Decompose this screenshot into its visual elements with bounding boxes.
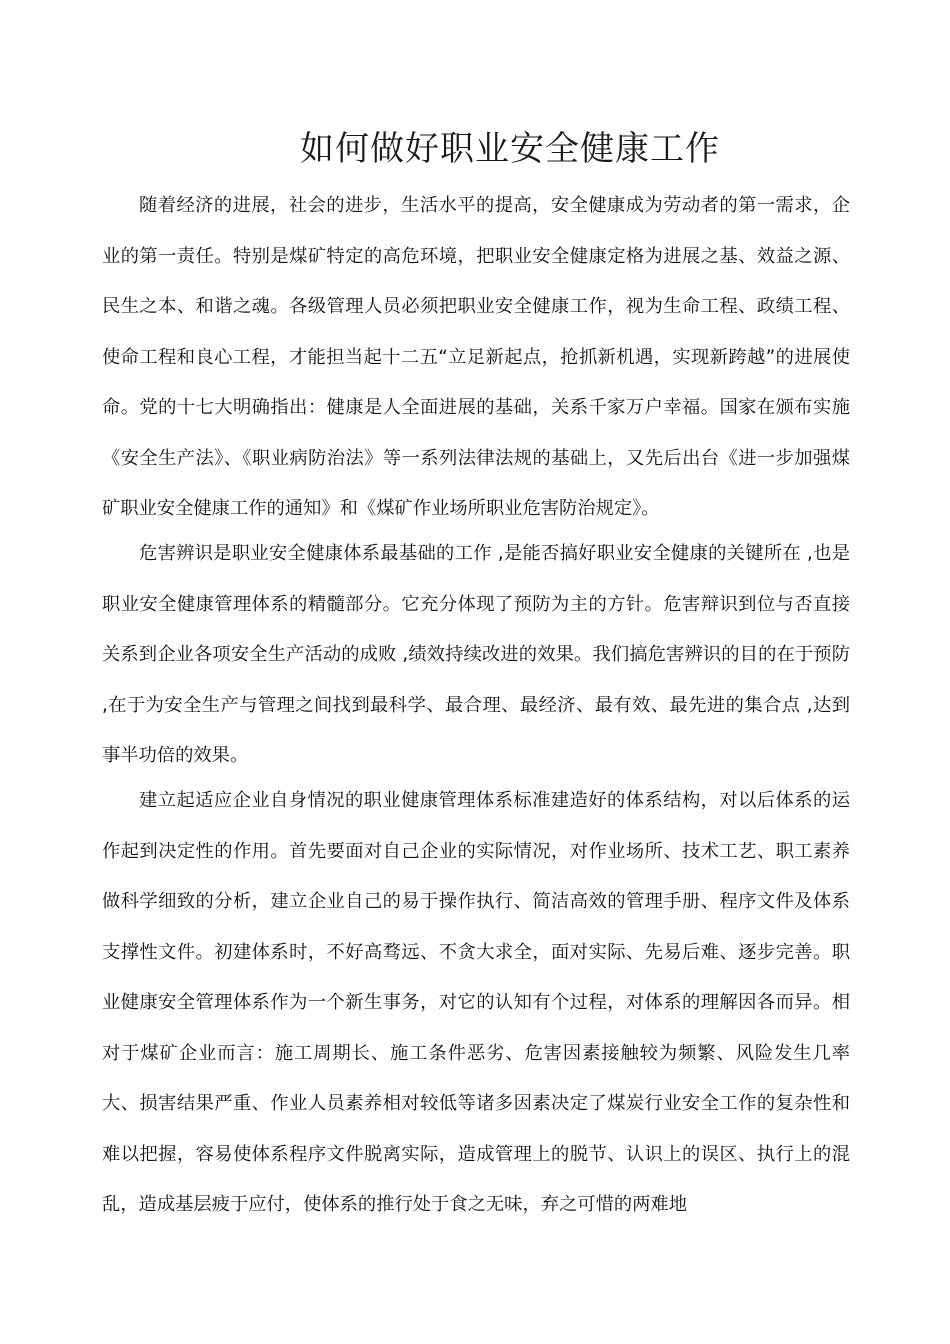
document-body-2 <box>102 529 850 782</box>
document-body-3 <box>102 776 850 1231</box>
paragraph-1: 随着经济的进展，社会的进步，生活水平的提高，安全健康成为劳动者的第一需求，企业的第一责任。特别是煤矿特定的高危环境，把职业安全健康定格为进展之基、效益之源、民生之本、和谐之魂。各级管理人员必须把职业安全健康工作，视为生命工程、政绩工程、使命工程和良心工程，才能担当起十二五“立足新起点，抢抓新机遇，实现新跨越”的进展使命。党的十七大明确指出：健康是人全面进展的基础，关系千家万户幸福。国家在颁布实施《安全生产法》、《职业病防治法》等一系列法律法规的基础上，又先后出台《进一步加强煤矿职业安全健康工作的通知》和《煤矿作业场所职业危害防治规定》。 <box>102 195 850 519</box>
document-title: 如何做好职业安全健康工作 <box>300 129 720 169</box>
document-body <box>102 181 850 535</box>
paragraph-3: 建立起适应企业自身情况的职业健康管理体系标准建造好的体系结构，对以后体系的运作起到决定性的作用。首先要面对自己企业的实际情况，对作业场所、技术工艺、职工素养做科学细致的分析，建立企业自己的易于操作执行、简洁高效的管理手册、程序文件及体系支撑性文件。初建体系时，不好高骛远、不贪大求全，面对实际、先易后难、逐步完善。职业健康安全管理体系作为一个新生事务，对它的认知有个过程，对体系的理解因各而异。相对于煤矿企业而言：施工周期长、施工条件恶劣、危害因素接触较为频繁、风险发生几率大、损害结果严重、作业人员素养相对较低等诸多因素决定了煤炭行业安全工作的复杂性和难以把握，容易使体系程序文件脱离实际，造成管理上的脱节、认识上的误区、执行上的混乱，造成基层疲于应付，使体系的推行处于食之无味，弃之可惜的两难地 <box>102 790 850 1215</box>
paragraph-2: 危害辨识是职业安全健康体系最基础的工作 ,是能否搞好职业安全健康的关键所在 ,也是职业安全健康管理体系的精髓部分。它充分体现了预防为主的方针。危害辩识到位与否直接关系到企业各项安全生产活动的成败 ,绩效持续改进的效果。我们搞危害辨识的目的在于预防 ,在于为安全生产与管理之间找到最科学、最合理、最经济、最有效、最先进的集合点 ,达到事半功倍的效果。 <box>102 543 850 766</box>
